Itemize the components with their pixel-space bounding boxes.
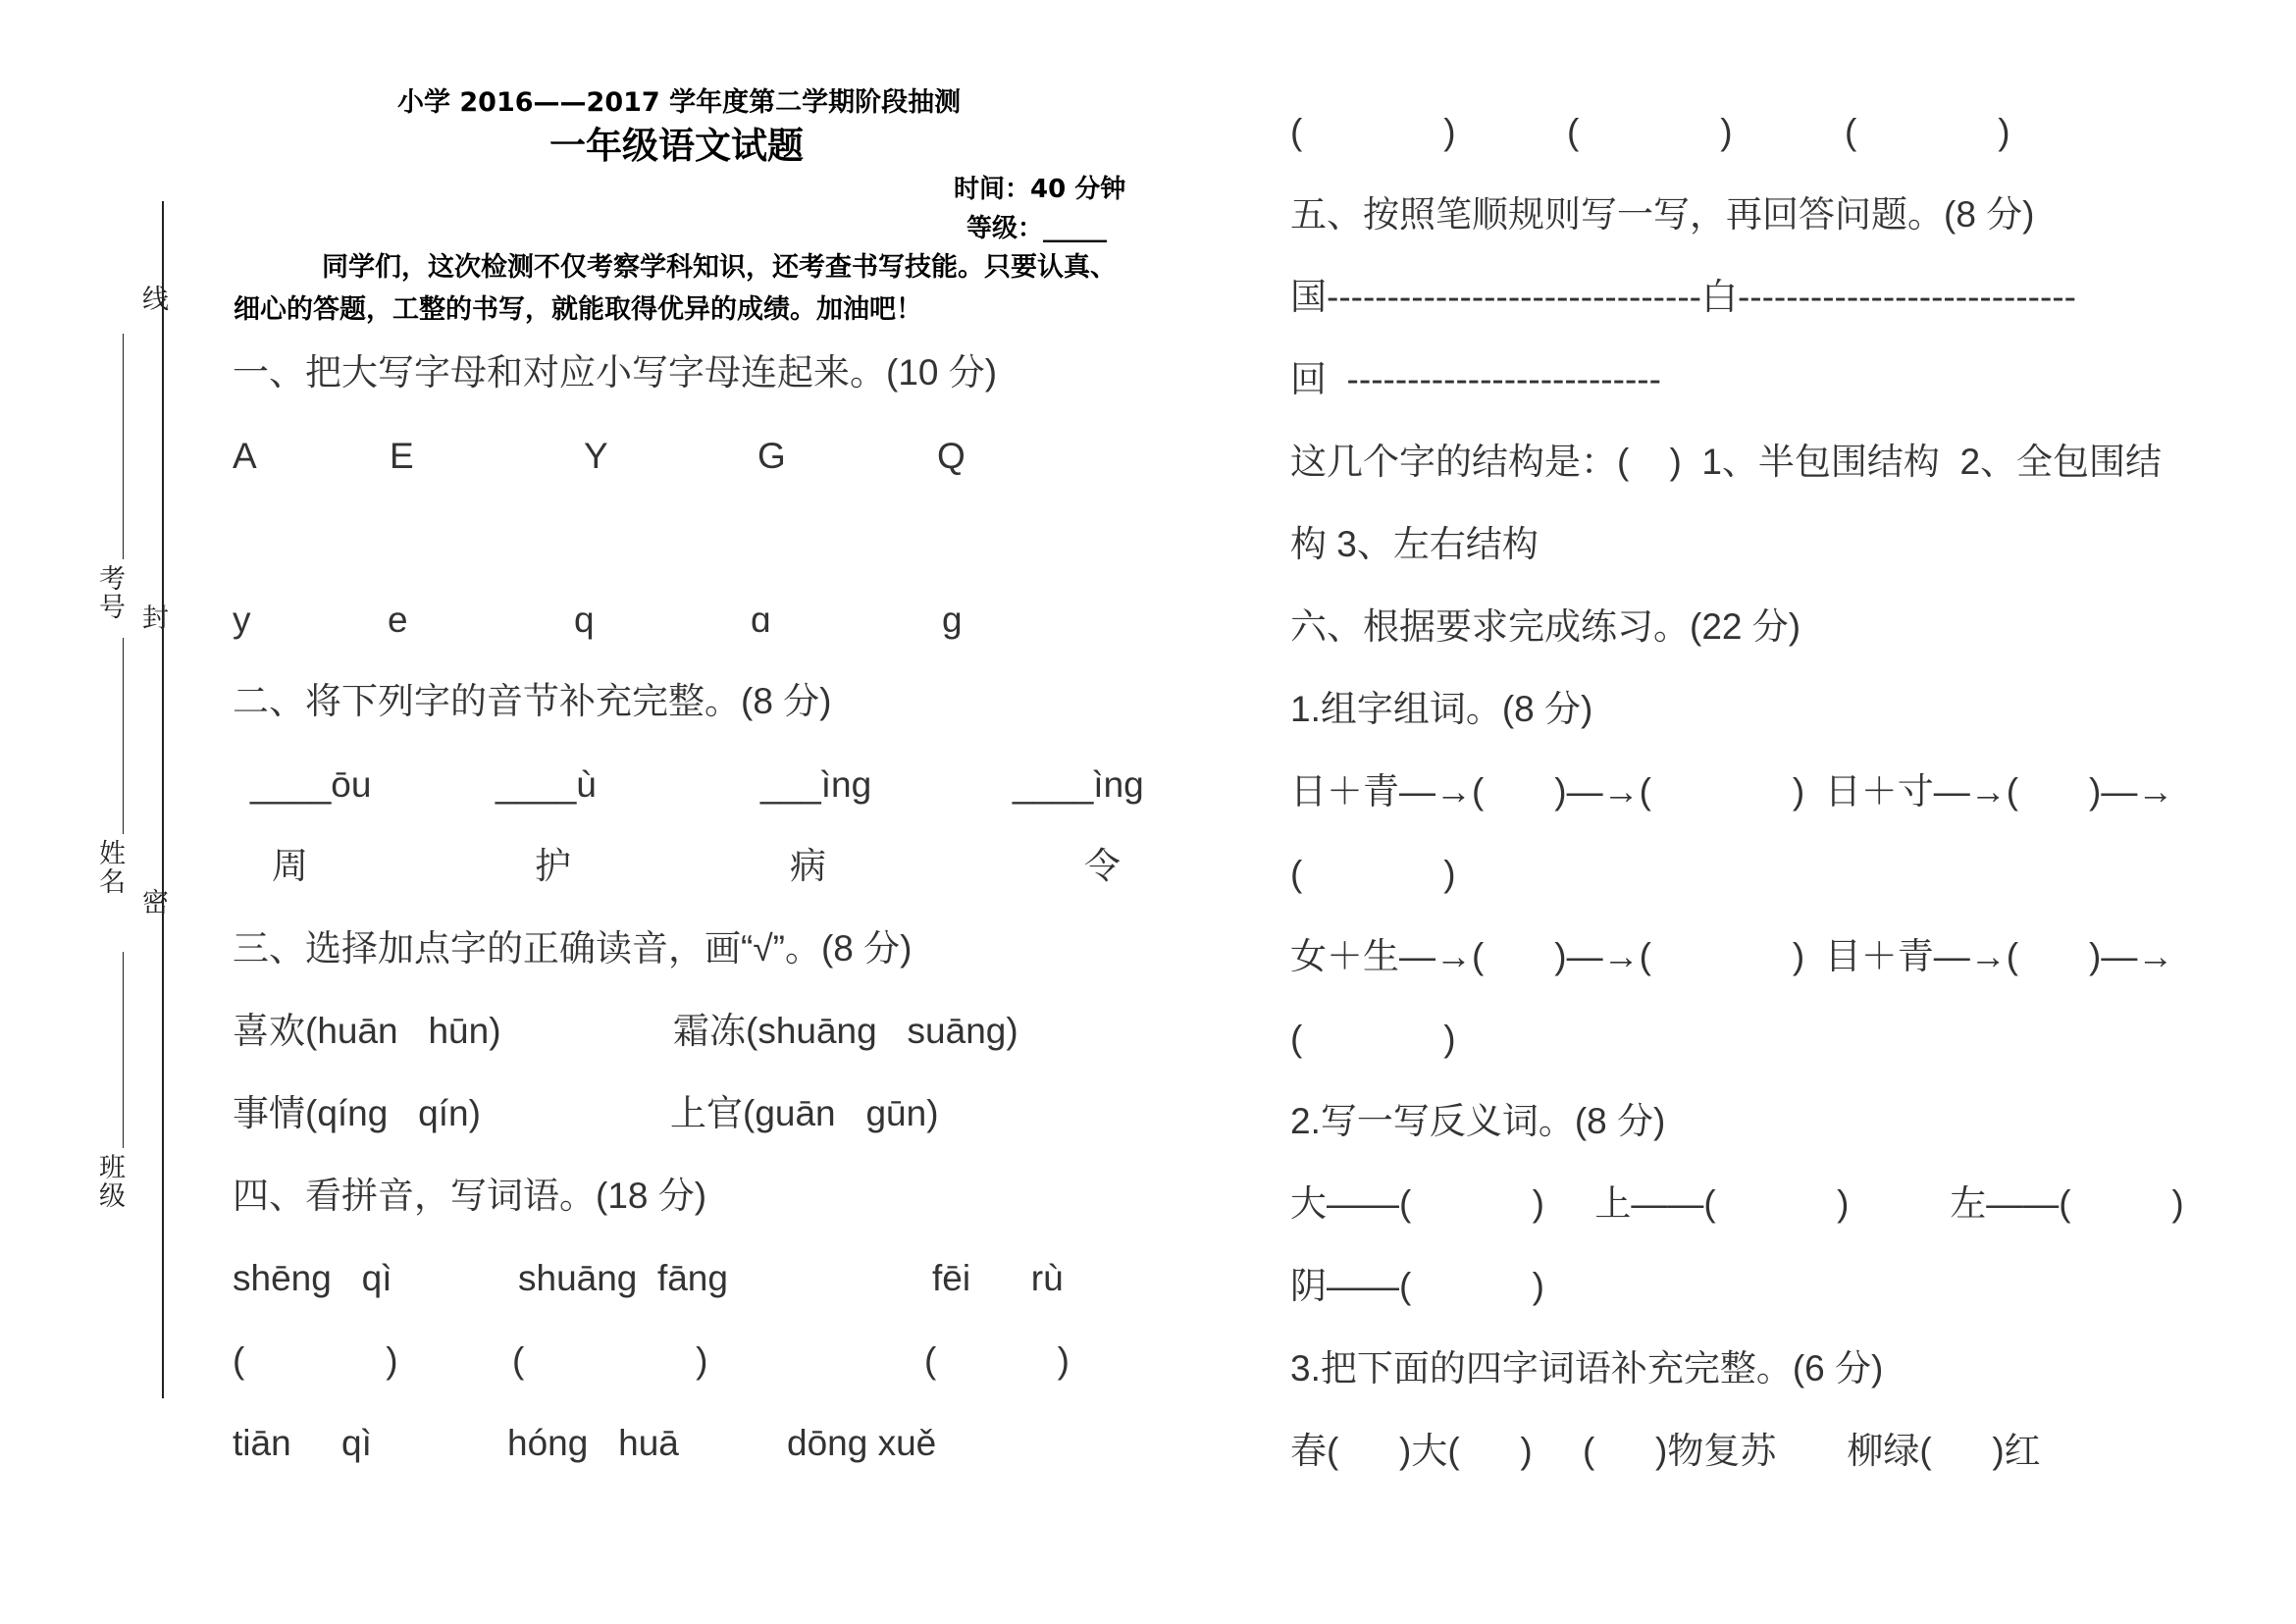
antonym-row: 大——( ) 上——( ) 左——( ) [1290, 1183, 2184, 1224]
answer-blank[interactable]: ( ) [924, 1340, 1070, 1381]
upper-letter: Q [937, 436, 965, 476]
question-6: 六、根据要求完成练习。(22 分) [1290, 606, 1801, 647]
subquestion-2: 2.写一写反义词。(8 分) [1290, 1101, 1666, 1141]
pinyin-prompt: fēi rù [932, 1258, 1064, 1298]
intro-line-1: 同学们，这次检测不仅考察学科知识，还考查书写技能。只要认真、 [322, 252, 1117, 283]
answer-blank[interactable]: ( ) [1845, 112, 2010, 152]
question-4: 四、看拼音，写词语。(18 分) [233, 1176, 707, 1216]
seal-mi: 密 [137, 888, 168, 917]
seal-feng: 封 [137, 603, 168, 632]
answer-blank[interactable]: ( ) [233, 1340, 398, 1381]
pinyin-prompt: shuānɡ fānɡ [518, 1258, 728, 1298]
syllable-char: 令 [1084, 846, 1121, 886]
reading-choice: 上官(ɡuān ɡūn) [670, 1093, 939, 1133]
answer-blank[interactable]: ( ) [512, 1340, 708, 1381]
question-1: 一、把大写字母和对应小写字母连起来。(10 分) [233, 352, 998, 393]
idiom-row: 春( )大( ) ( )物复苏 柳绿( )红 [1290, 1431, 2041, 1471]
pinyin-prompt: dōnɡ xuě [787, 1423, 937, 1463]
upper-letter: Y [584, 436, 608, 476]
reading-choice: 事情(qínɡ qín) [233, 1093, 481, 1133]
syllable-blank: ____ōu [250, 764, 372, 805]
lower-letter: ɡ [942, 600, 963, 640]
answer-blank[interactable]: ( ) [1567, 112, 1733, 152]
banji-blank [123, 952, 124, 1148]
subquestion-3: 3.把下面的四字词语补充完整。(6 分) [1290, 1348, 1884, 1388]
time-label: 时间：40 分钟 [954, 175, 1126, 204]
lower-letter: y [233, 600, 251, 640]
syllable-blank: ____ìnɡ [1013, 764, 1144, 805]
intro-line-2: 细心的答题，工整的书写，就能取得优异的成绩。加油吧！ [234, 294, 922, 325]
lower-letter: q [574, 600, 595, 640]
stroke-row-guo: 国-------------------------------白---------------------------- [1290, 277, 2076, 317]
binding-line [162, 201, 164, 1398]
antonym-row: 阴——( ) [1290, 1266, 1544, 1306]
seal-xian: 线 [137, 285, 168, 313]
exam-subtitle: 小学 2016——2017 学年度第二学期阶段抽测 [397, 87, 962, 118]
answer-blank[interactable]: ( ) [1290, 854, 1456, 894]
question-5: 五、按照笔顺规则写一写，再回答问题。(8 分) [1290, 194, 2035, 235]
lower-letter: e [388, 600, 408, 640]
answer-blank[interactable]: ( ) [1290, 112, 1456, 152]
xingming-blank [123, 638, 124, 834]
compose-row: 女＋生—→( )—→( ) 目＋青—→( )—→ [1290, 936, 2174, 976]
kaohao-label: 考号 [94, 564, 125, 621]
syllable-blank: ____ù [496, 764, 597, 805]
subquestion-1: 1.组字组词。(8 分) [1290, 689, 1593, 729]
stroke-row-hui: 回 -------------------------- [1290, 359, 1661, 399]
upper-letter: A [233, 436, 257, 476]
question-3: 三、选择加点字的正确读音，画“√”。(8 分) [233, 928, 913, 969]
reading-choice: 霜冻(shuānɡ suānɡ) [673, 1011, 1018, 1051]
upper-letter: G [757, 436, 786, 476]
syllable-char: 护 [535, 846, 571, 886]
syllable-blank: ___ìnɡ [760, 764, 872, 805]
upper-letter: E [390, 436, 414, 476]
pinyin-prompt: shēnɡ qì [233, 1258, 392, 1298]
answer-blank[interactable]: ( ) [1290, 1019, 1456, 1059]
syllable-char: 病 [790, 846, 826, 886]
exam-title: 一年级语文试题 [549, 125, 804, 167]
structure-question: 这几个字的结构是：( ) 1、半包围结构 2、全包围结 [1290, 442, 2163, 482]
structure-question: 构 3、左右结构 [1290, 524, 1539, 564]
question-2: 二、将下列字的音节补充完整。(8 分) [233, 681, 832, 721]
pinyin-prompt: hónɡ huā [507, 1423, 679, 1463]
syllable-char: 周 [272, 846, 308, 886]
grade-label: 等级：_____ [966, 214, 1108, 243]
kaohao-blank [123, 334, 124, 559]
banji-label: 班级 [94, 1153, 125, 1210]
xingming-label: 姓名 [94, 839, 125, 896]
lower-letter: ɑ [751, 600, 771, 640]
pinyin-prompt: tiān qì [233, 1423, 372, 1463]
compose-row: 日＋青—→( )—→( ) 日＋寸—→( )—→ [1290, 771, 2174, 812]
reading-choice: 喜欢(huān hūn) [233, 1011, 501, 1051]
